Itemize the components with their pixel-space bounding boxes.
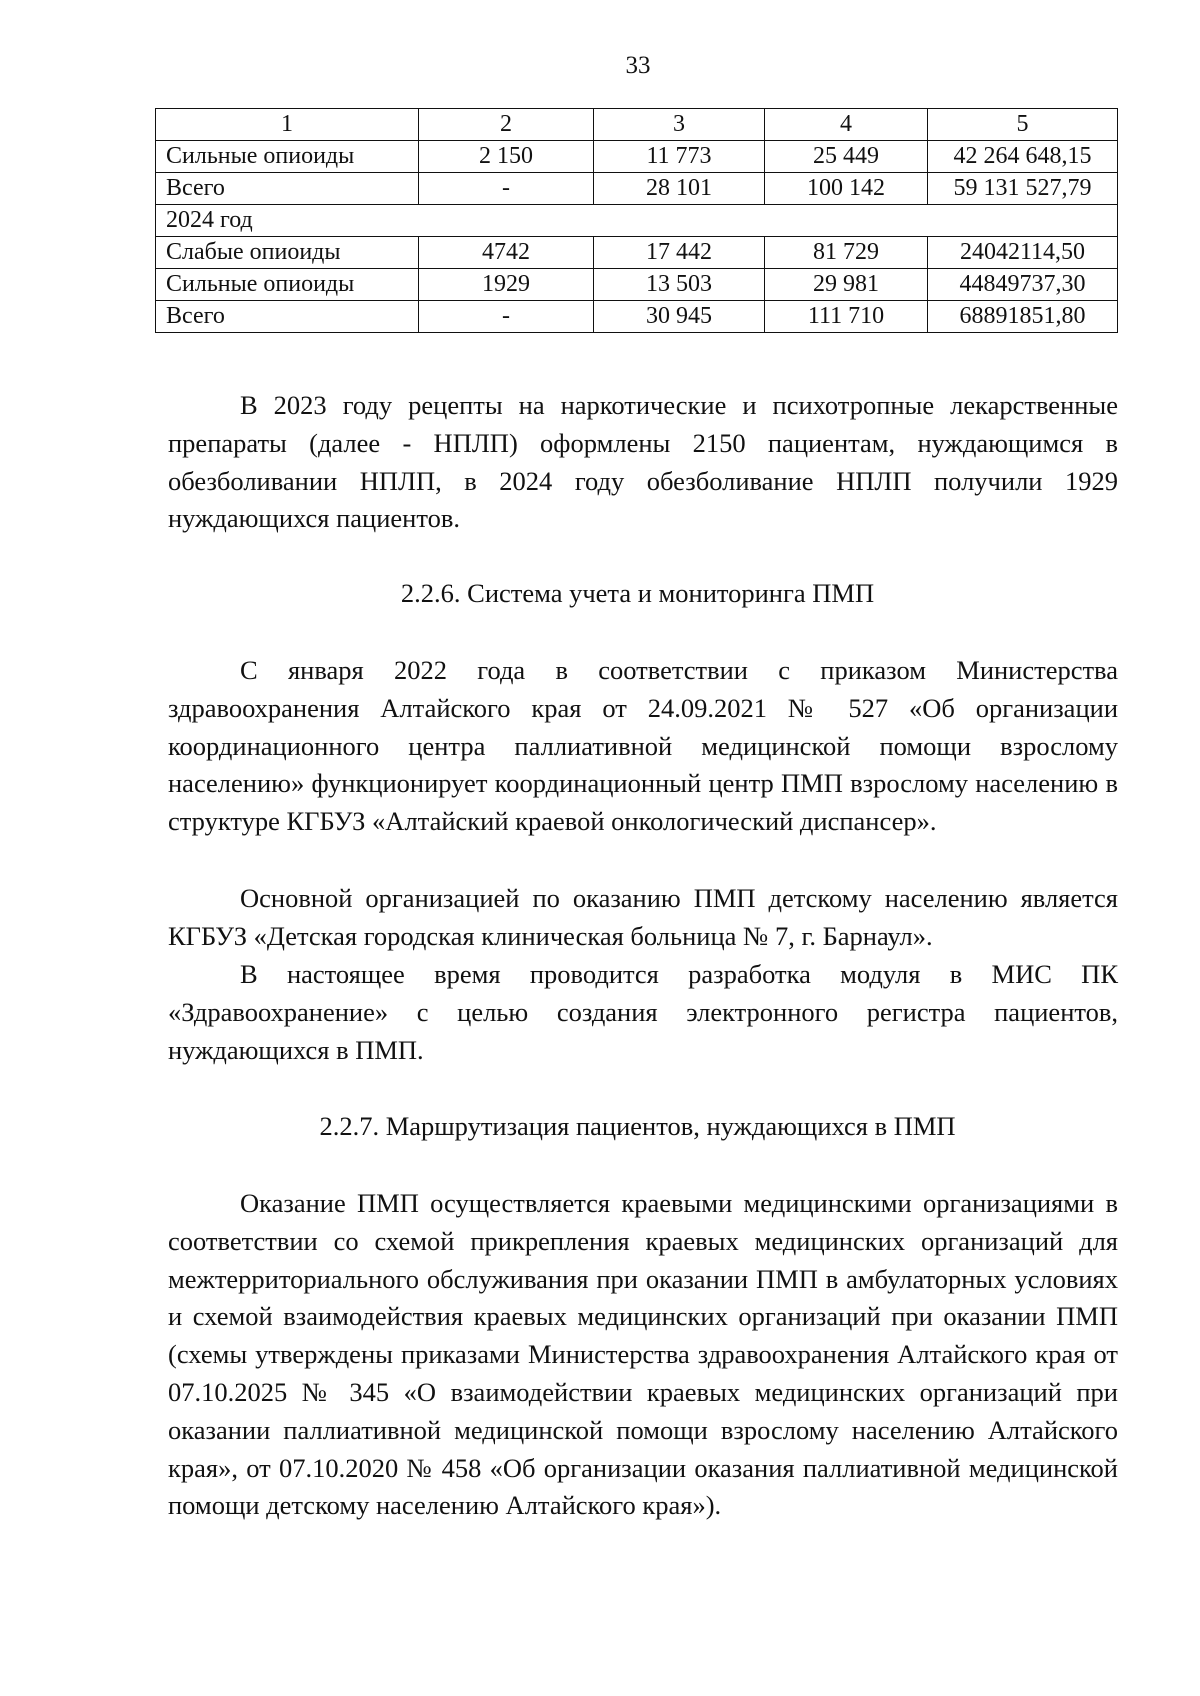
section-heading-monitoring: 2.2.6. Система учета и мониторинга ПМП <box>400 578 875 608</box>
table-cell: 17 442 <box>594 237 765 269</box>
table-header-cell: 1 <box>156 109 419 141</box>
row-label: Сильные опиоиды <box>156 141 419 173</box>
table-cell: 42 264 648,15 <box>928 141 1118 173</box>
table-cell: - <box>419 173 594 205</box>
table-cell: 28 101 <box>594 173 765 205</box>
table-cell: 4742 <box>419 237 594 269</box>
table-row <box>156 301 1118 333</box>
table-header-cell: 3 <box>594 109 765 141</box>
table-cell: 111 710 <box>765 301 928 333</box>
page-number: 33 <box>625 52 651 79</box>
row-label: Сильные опиоиды <box>156 269 419 301</box>
row-label: Всего <box>156 301 419 333</box>
table-cell: 68891851,80 <box>928 301 1118 333</box>
table-row <box>156 237 1118 269</box>
table-cell: 44849737,30 <box>928 269 1118 301</box>
section-heading-routing: 2.2.7. Маршрутизация пациентов, нуждающихся в ПМП <box>319 1111 956 1141</box>
paragraph-routing: Оказание ПМП осуществляется краевыми медицинскими организациями в соответствии со схемой прикрепления краевых медицинских организаций для межтерриториального обслуживания при оказании ПМП в амбулаторных условиях и схемой взаимодействия краевых медицинских организаций при оказании ПМП (схемы утверждены приказами Министерства здравоохранения Алтайского края от 07.10.2025 № 345 «О взаимодействии краевых медицинских организаций при оказании паллиативной медицинской помощи взрослому населению Алтайского края», от 07.10.2020 № 458 «Об организации оказания паллиативной медицинской помощи детскому населению Алтайского края»). <box>168 1188 1118 1521</box>
table-cell: - <box>419 301 594 333</box>
table-header-row <box>156 109 1118 141</box>
paragraph-registry-module: В настоящее время проводится разработка модуля в МИС ПК «Здравоохранение» с целью создания электронного регистра пациентов, нуждающихся в ПМП. <box>168 959 1118 1065</box>
year-label: 2024 год <box>156 205 1118 237</box>
table-cell: 100 142 <box>765 173 928 205</box>
paragraph-prescriptions: В 2023 году рецепты на наркотические и психотропные лекарственные препараты (далее - НПЛП) оформлены 2150 пациентам, нуждающимся в обезболивании НПЛП, в 2024 году обезболивание НПЛП получили 1929 нуждающихся пациентов. <box>168 390 1118 534</box>
paragraph-children-organization: Основной организацией по оказанию ПМП детскому населению является КГБУЗ «Детская городская клиническая больница № 7, г. Барнаул». <box>168 883 1118 951</box>
table-header-cell: 5 <box>928 109 1118 141</box>
table-cell: 1929 <box>419 269 594 301</box>
paragraph-coordination-center: С января 2022 года в соответствии с приказом Министерства здравоохранения Алтайского края от 24.09.2021 № 527 «Об организации координационного центра паллиативной медицинской помощи взрослому населению» функционирует координационный центр ПМП взрослому населению в структуре КГБУЗ «Алтайский краевой онкологический диспансер». <box>168 655 1118 837</box>
table-cell: 29 981 <box>765 269 928 301</box>
table-header-cell: 4 <box>765 109 928 141</box>
row-label: Всего <box>156 173 419 205</box>
table-cell: 24042114,50 <box>928 237 1118 269</box>
row-label: Слабые опиоиды <box>156 237 419 269</box>
year-section-row <box>156 205 1118 237</box>
table-row <box>156 269 1118 301</box>
table-cell: 25 449 <box>765 141 928 173</box>
table-cell: 2 150 <box>419 141 594 173</box>
table-cell: 11 773 <box>594 141 765 173</box>
table-cell: 13 503 <box>594 269 765 301</box>
table-row <box>156 141 1118 173</box>
table-cell: 81 729 <box>765 237 928 269</box>
table-row <box>156 173 1118 205</box>
table-cell: 59 131 527,79 <box>928 173 1118 205</box>
table-cell: 30 945 <box>594 301 765 333</box>
opioid-statistics-table <box>155 108 1118 333</box>
table-header-cell: 2 <box>419 109 594 141</box>
